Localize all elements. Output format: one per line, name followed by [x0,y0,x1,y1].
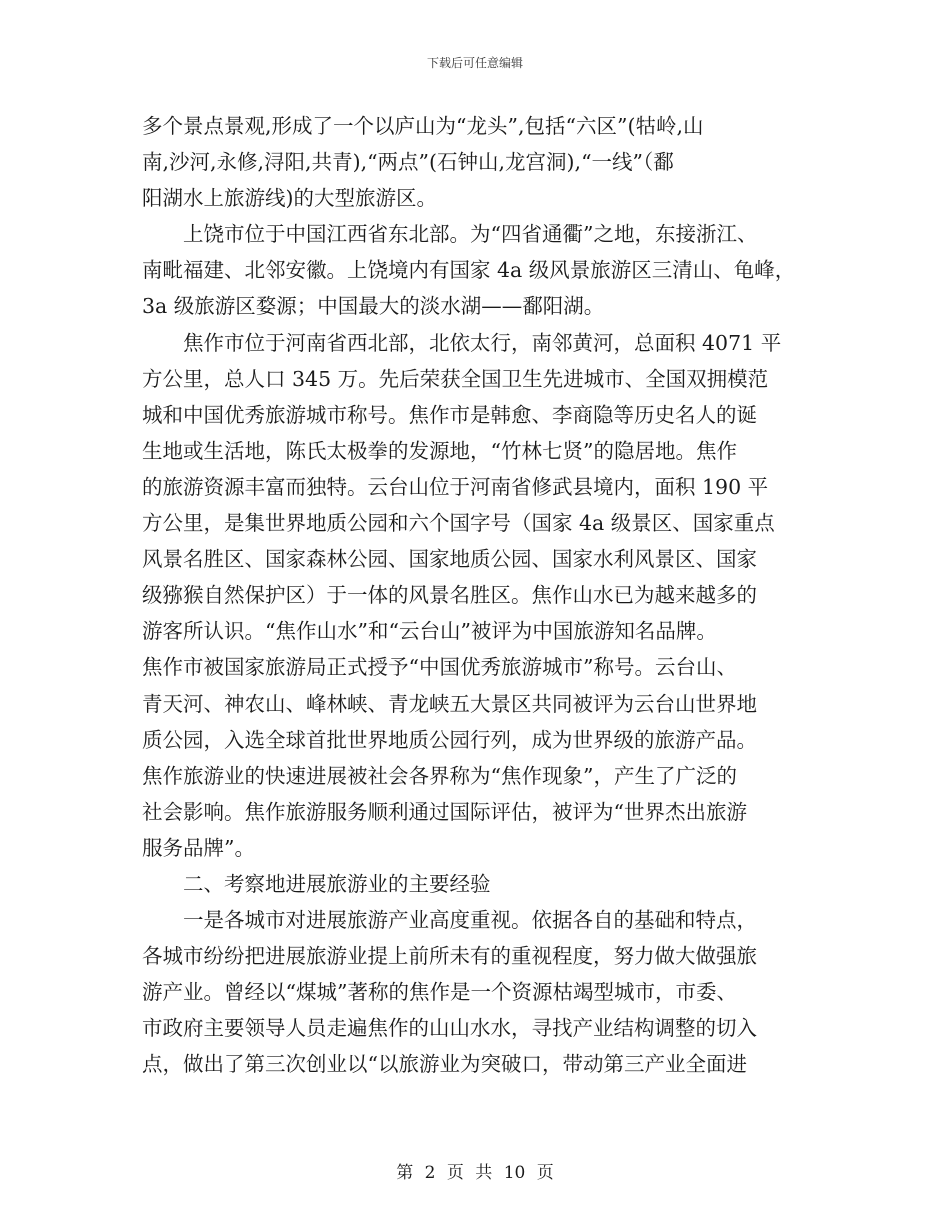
text-line: 服务品牌”。 [142,835,255,860]
body-text [142,108,814,1083]
text-line: 南,沙河,永修,浔阳,共青),“两点”(石钟山,龙宫洞),“一线”（鄱 [142,150,674,175]
text-line: 上饶市位于中国江西省东北部。为“四省通衢”之地，东接浙江、 [142,222,758,247]
text-line: 各城市纷纷把进展旅游业提上前所未有的重视程度，努力做大做强旅 [142,944,757,969]
text-line: 游客所认识。“焦作山水”和“云台山”被评为中国旅游知名品牌。 [142,619,717,644]
text-line: 南毗福建、北邻安徽。上饶境内有国家 4a 级风景旅游区三清山、龟峰， [142,258,796,283]
text-line: 青天河、神农山、峰林峡、青龙峡五大景区共同被评为云台山世界地 [142,691,757,716]
text-line: 城和中国优秀旅游城市称号。焦作市是韩愈、李商隐等历史名人的诞 [142,402,757,427]
text-line: 阳湖水上旅游线)的大型旅游区。 [142,186,437,211]
section-heading: 二、考察地进展旅游业的主要经验 [142,871,491,896]
text-line: 3a 级旅游区婺源；中国最大的淡水湖——鄱阳湖。 [142,294,605,319]
text-line: 焦作旅游业的快速进展被社会各界称为“焦作现象”，产生了广泛的 [142,763,737,788]
page-footer: 第 2 页 共 10 页 [396,1163,554,1183]
text-line: 的旅游资源丰富而独特。云台山位于河南省修武县境内，面积 190 平 [142,474,769,499]
text-line: 质公园，入选全球首批世界地质公园行列，成为世界级的旅游产品。 [142,727,757,752]
text-line: 市政府主要领导人员走遍焦作的山山水水，寻找产业结构调整的切入 [142,1016,757,1041]
text-line: 点，做出了第三次创业以“以旅游业为突破口，带动第三产业全面进 [142,1052,747,1077]
text-line: 焦作市位于河南省西北部，北依太行，南邻黄河，总面积 4071 平 [142,330,782,355]
text-line: 社会影响。焦作旅游服务顺利通过国际评估，被评为“世界杰出旅游 [142,799,747,824]
text-line: 一是各城市对进展旅游产业高度重视。依据各自的基础和特点， [142,908,757,933]
text-line: 焦作市被国家旅游局正式授予“中国优秀旅游城市”称号。云台山、 [142,655,737,680]
text-line: 游产业。曾经以“煤城”著称的焦作是一个资源枯竭型城市，市委、 [142,980,737,1005]
text-line: 生地或生活地，陈氏太极拳的发源地，“竹林七贤”的隐居地。焦作 [142,438,737,463]
page-header: 下载后可任意编辑 [426,56,523,70]
text-line: 风景名胜区、国家森林公园、国家地质公园、国家水利风景区、国家 [142,547,757,572]
text-line: 级猕猴自然保护区）于一体的风景名胜区。焦作山水已为越来越多的 [142,583,757,608]
text-line: 方公里，总人口 345 万。先后荣获全国卫生先进城市、全国双拥模范 [142,366,769,391]
text-line: 方公里，是集世界地质公园和六个国字号（国家 4a 级景区、国家重点 [142,511,775,536]
text-line: 多个景点景观,形成了一个以庐山为“龙头”,包括“六区”(牯岭,山 [142,114,704,138]
